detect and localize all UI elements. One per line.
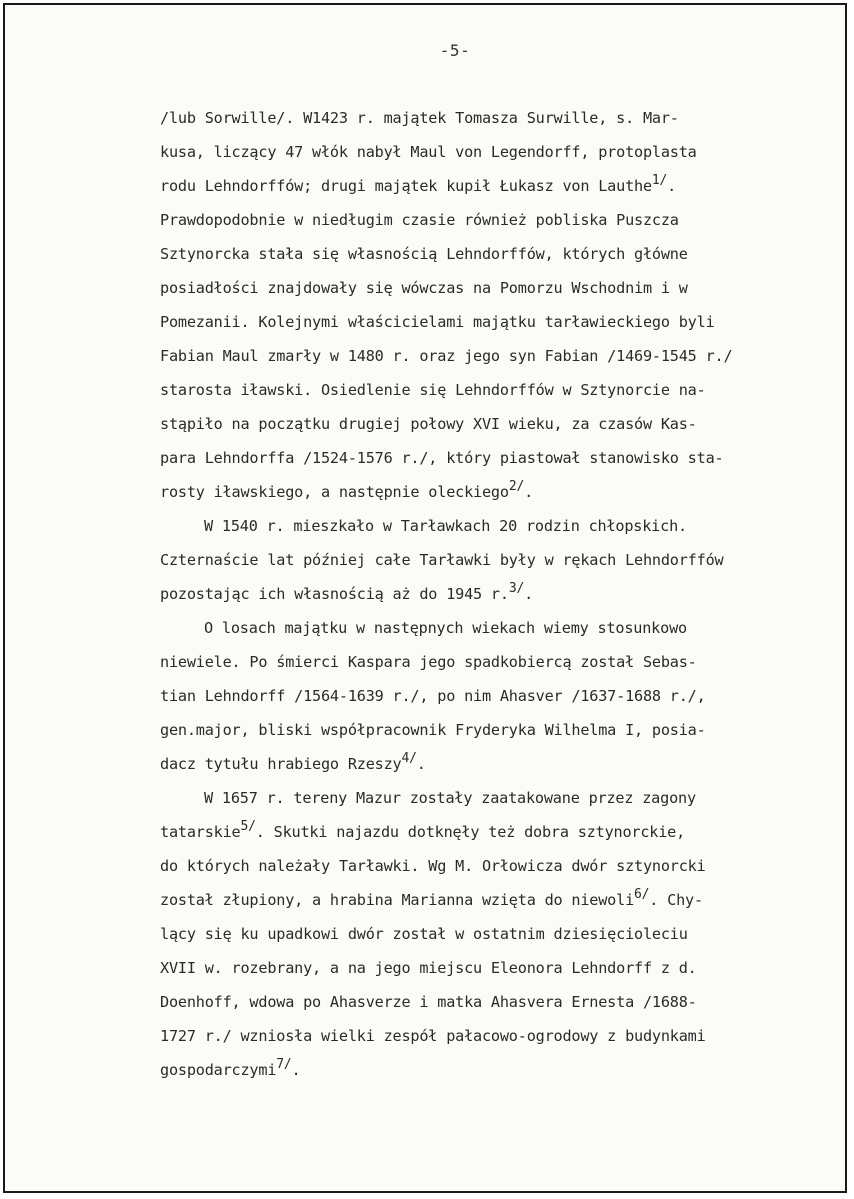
text-line: Doenhoff, wdowa po Ahasverze i matka Ahasvera Ernesta /1688- bbox=[160, 993, 697, 1011]
text-line: niewiele. Po śmierci Kaspara jego spadkobiercą został Sebas- bbox=[160, 653, 697, 671]
text-line: lący się ku upadkowi dwór został w ostatnim dziesięcioleciu bbox=[160, 925, 688, 943]
footnote-marker: 4/ bbox=[401, 751, 417, 766]
footnote-marker: 2/ bbox=[508, 479, 525, 494]
footnote-marker: 6/ bbox=[634, 887, 650, 902]
text-line: posiadłości znajdowały się wówczas na Pomorzu Wschodnim i w bbox=[160, 279, 688, 297]
document-page bbox=[3, 3, 847, 1193]
text-line: został złupiony, a hrabina Marianna wzięta do niewoli$^{6/}$. Chy- bbox=[160, 887, 703, 909]
text-line: Fabian Maul zmarły w 1480 r. oraz jego syn Fabian /1469-1545 r./ bbox=[160, 347, 733, 365]
text-line: tian Lehndorff /1564-1639 r./, po nim Ahasver /1637-1688 r./, bbox=[160, 687, 706, 705]
page-number: -5- bbox=[439, 41, 471, 60]
text-line: Prawdopodobnie w niedługim czasie również pobliska Puszcza bbox=[160, 211, 679, 229]
text-line: O losach majątku w następnych wiekach wiemy stosunkowo bbox=[204, 619, 687, 637]
text-line: dacz tytułu hrabiego Rzeszy$^{4/}$. bbox=[160, 751, 426, 773]
text-line: gen.major, bliski współpracownik Fryderyka Wilhelma I, posia- bbox=[160, 721, 706, 739]
text-line: rodu Lehndorffów; drugi majątek kupił Łukasz von Lauthe$^{1/}$. bbox=[160, 173, 677, 195]
footnote-marker: 3/ bbox=[508, 581, 525, 596]
text-line: W 1657 r. tereny Mazur zostały zaatakowane przez zagony bbox=[204, 789, 696, 807]
text-line: Sztynorcka stała się własnością Lehndorffów, których główne bbox=[160, 245, 688, 263]
text-line: /lub Sorwille/. W1423 r. majątek Tomasza Surwille, s. Mar- bbox=[160, 109, 679, 127]
text-line: starosta iławski. Osiedlenie się Lehndorffów w Sztynorcie na- bbox=[160, 381, 706, 399]
text-line: gospodarczymi$^{7/}$. bbox=[160, 1057, 301, 1079]
text-line: W 1540 r. mieszkało w Tarławkach 20 rodzin chłopskich. bbox=[204, 517, 687, 535]
text-line: kusa, liczący 47 włók nabył Maul von Legendorff, protoplasta bbox=[160, 143, 697, 161]
text-line: tatarskie$^{5/}$. Skutki najazdu dotknęły też dobra sztynorckie, bbox=[160, 819, 686, 841]
text-line: 1727 r./ wzniosła wielki zespół pałacowo-ogrodowy z budynkami bbox=[160, 1027, 706, 1045]
body-text bbox=[160, 101, 830, 1087]
text-line: pozostając ich własnością aż do 1945 r.$^{3/}$. bbox=[160, 581, 534, 603]
footnote-marker: 1/ bbox=[651, 173, 668, 188]
text-line: XVII w. rozebrany, a na jego miejscu Eleonora Lehndorff z d. bbox=[160, 959, 697, 977]
text-line: Pomezanii. Kolejnymi właścicielami majątku tarławieckiego byli bbox=[160, 313, 715, 331]
text-line: para Lehndorffa /1524-1576 r./, który piastował stanowisko sta- bbox=[160, 449, 724, 467]
footnote-marker: 7/ bbox=[276, 1057, 292, 1072]
footnote-marker: 5/ bbox=[240, 819, 256, 834]
text-line: Czternaście lat później całe Tarławki były w rękach Lehndorffów bbox=[160, 551, 724, 569]
text-line: rosty iławskiego, a następnie oleckiego$^{2/}$. bbox=[160, 479, 534, 501]
text-line: do których należały Tarławki. Wg M. Orłowicza dwór sztynorcki bbox=[160, 857, 706, 875]
text-line: stąpiło na początku drugiej połowy XVI wieku, za czasów Kas- bbox=[160, 415, 697, 433]
